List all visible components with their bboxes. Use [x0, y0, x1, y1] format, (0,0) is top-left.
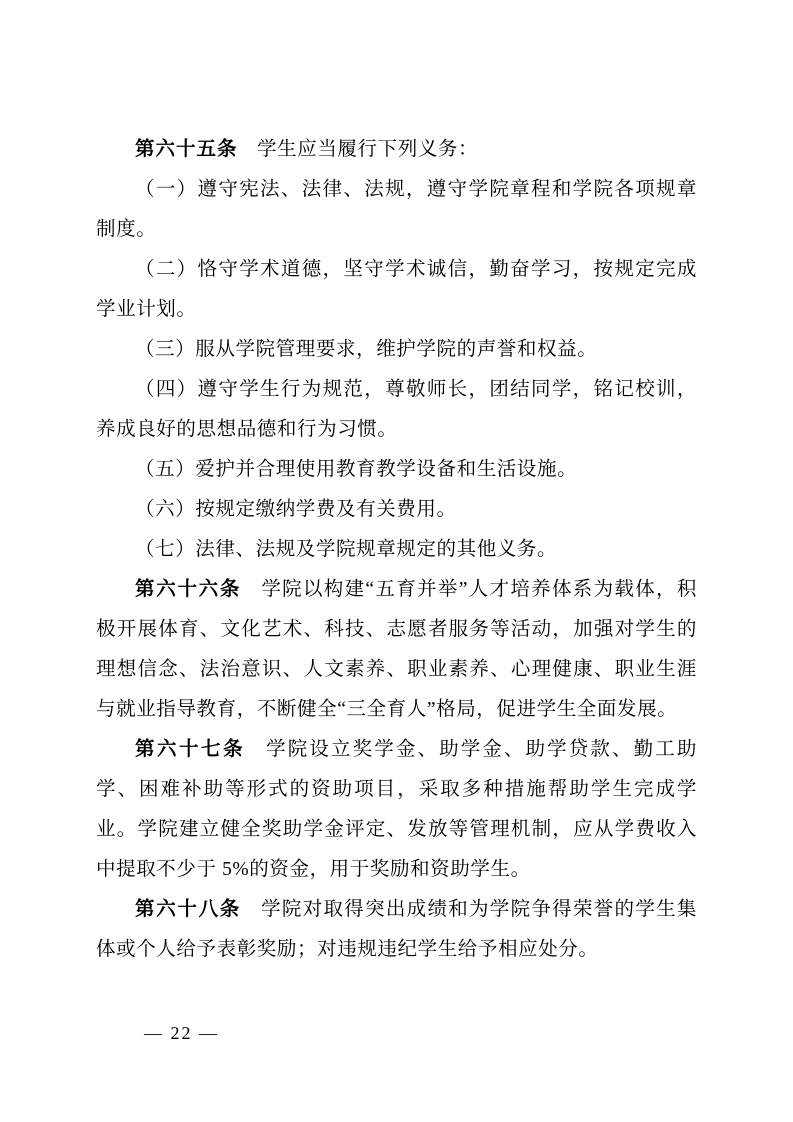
article-number-68: 第六十八条 — [135, 899, 241, 920]
document-body — [96, 130, 697, 970]
article-paragraph-67 — [96, 730, 697, 890]
clause-item-2: （二）恪守学术道德，坚守学术诚信，勤奋学习，按规定完成学业计划。 — [96, 259, 697, 320]
article-paragraph-66 — [96, 570, 697, 730]
article-text-66: 学院以构建“五育并举”人才培养体系为载体，积极开展体育、文化艺术、科技、志愿者服务等活动，加强对学生的理想信念、法治意识、人文素养、职业素养、心理健康、职业生涯与就业指导教育，不断健全“三全育人”格局，促进学生全面发展。 — [96, 579, 697, 720]
clause-item-7: （七）法律、法规及学院规章规定的其他义务。 — [135, 539, 558, 560]
article-text-67: 学院设立奖学金、助学金、助学贷款、勤工助学、困难补助等形式的资助项目，采取多种措施帮助学生完成学业。学院建立健全奖助学金评定、发放等管理机制，应从学费收入中提取不少于 5%的资金，用于奖励和资助学生。 — [96, 739, 697, 880]
article-text-68: 学院对取得突出成绩和为学院争得荣誉的学生集体或个人给予表彰奖励；对违规违纪学生给予相应处分。 — [96, 899, 697, 960]
article-paragraph-68 — [96, 890, 697, 970]
clause-item-5: （五）爱护并合理使用教育教学设备和生活设施。 — [135, 459, 578, 480]
clause-item-6: （六）按规定缴纳学费及有关费用。 — [135, 499, 457, 520]
clause-item-1: （一）遵守宪法、法律、法规，遵守学院章程和学院各项规章制度。 — [96, 179, 697, 240]
page-number: — 22 — — [144, 1023, 219, 1043]
article-number-65: 第六十五条 — [135, 139, 238, 160]
page-footer — [0, 1023, 793, 1044]
article-paragraph-65 — [96, 130, 697, 170]
article-text-65: 学生应当履行下列义务： — [257, 139, 479, 160]
clause-item-3: （三）服从学院管理要求，维护学院的声誉和权益。 — [135, 339, 598, 360]
clause-item-4: （四）遵守学生行为规范，尊敬师长，团结同学，铭记校训，养成良好的思想品德和行为习惯。 — [96, 379, 697, 440]
article-number-66: 第六十六条 — [135, 579, 242, 600]
article-number-67: 第六十七条 — [135, 739, 246, 760]
